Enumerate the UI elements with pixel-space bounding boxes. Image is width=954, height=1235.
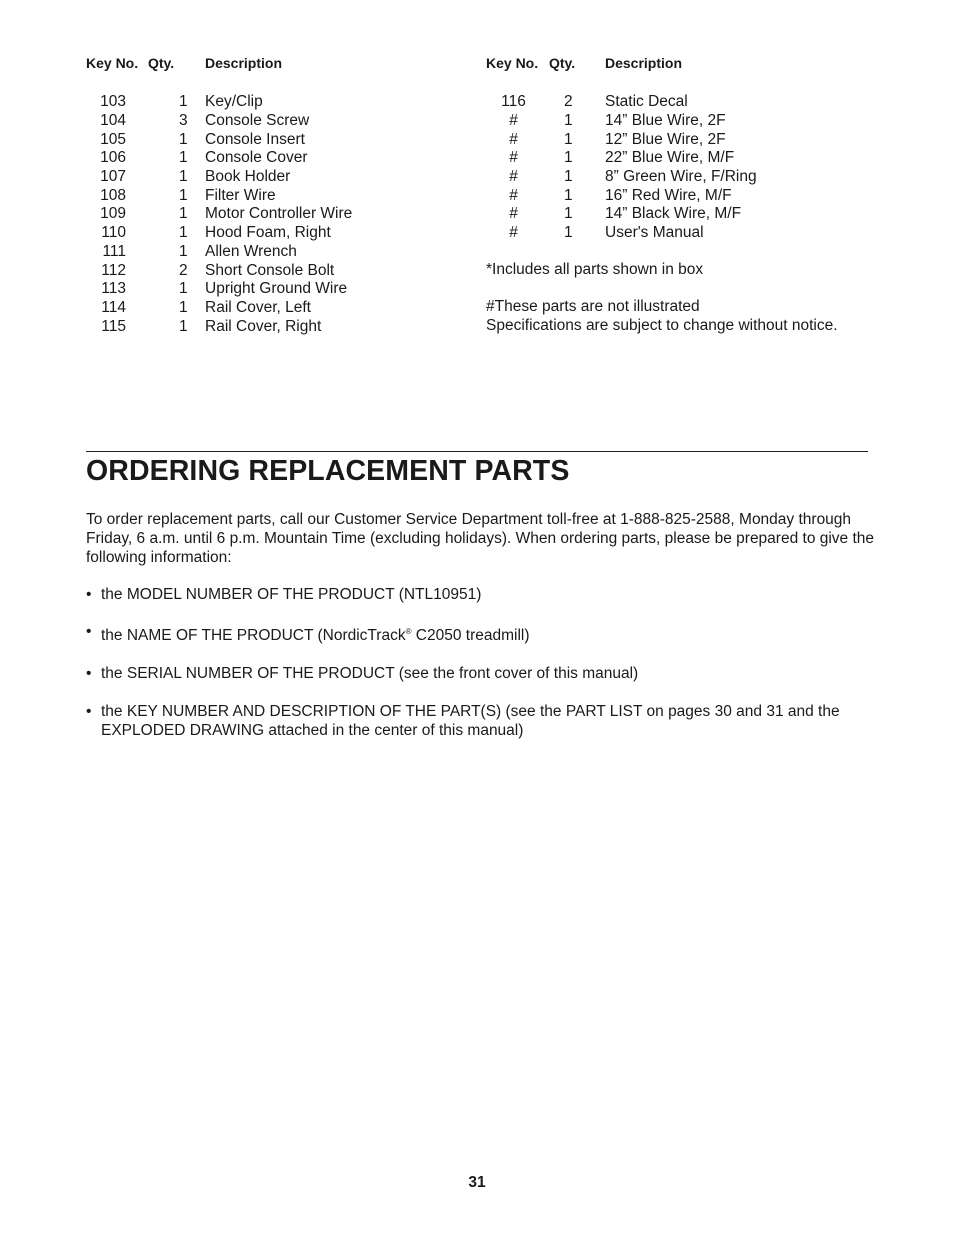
qty-cell: 1 (179, 224, 188, 242)
section-title: ORDERING REPLACEMENT PARTS (86, 455, 570, 487)
list-item-text: C2050 treadmill) (411, 627, 530, 645)
description-cell: Short Console Bolt (205, 261, 335, 279)
key-no-cell: 112 (101, 261, 126, 279)
description-cell: Book Holder (205, 168, 291, 186)
table-row (486, 205, 757, 224)
bullet-icon: • (86, 623, 92, 641)
key-no-cell: 116 (501, 93, 526, 111)
table-row (86, 168, 352, 187)
key-no-cell: 107 (100, 168, 126, 186)
description-cell: Upright Ground Wire (205, 280, 348, 298)
header-qty: Qty. (549, 55, 576, 71)
header-qty: Qty. (148, 55, 175, 71)
key-no-cell: # (509, 205, 518, 223)
header-key-no: Key No. (486, 55, 539, 71)
qty-cell: 3 (179, 112, 188, 130)
qty-cell: 1 (564, 112, 573, 130)
info-list (86, 585, 876, 740)
header-description: Description (605, 55, 683, 71)
description-cell: Console Cover (205, 149, 308, 167)
description-cell: User's Manual (605, 224, 704, 242)
table-row (486, 149, 757, 168)
registered-mark: ® (405, 627, 412, 637)
table-row (486, 186, 757, 205)
qty-cell: 1 (564, 130, 573, 148)
qty-cell: 1 (564, 224, 573, 242)
table-row (486, 224, 757, 243)
table-rows (486, 93, 757, 243)
bullet-icon: • (86, 586, 92, 603)
table-row (86, 186, 352, 205)
key-no-cell: # (509, 186, 518, 204)
table-row (486, 130, 757, 149)
intro-paragraph: To order replacement parts, call our Customer Service Department toll-free at 1-888-825-2588, Monday through Friday, 6 a.m. until 6 p.m. Mountain Time (excluding holidays). When ordering parts, please be prepared to give the following information: (86, 511, 875, 567)
table-row (486, 93, 757, 112)
key-no-cell: # (509, 112, 518, 130)
key-no-cell: 103 (100, 93, 126, 111)
key-no-cell: 111 (102, 242, 126, 260)
qty-cell: 1 (179, 93, 188, 111)
key-no-cell: # (509, 224, 518, 242)
qty-cell: 1 (564, 205, 573, 223)
key-no-cell: # (509, 168, 518, 186)
note-specifications: Specifications are subject to change without notice. (486, 317, 838, 334)
description-cell: Rail Cover, Left (205, 298, 311, 316)
qty-cell: 1 (179, 186, 188, 204)
description-cell: Filter Wire (205, 186, 276, 204)
description-cell: 16” Red Wire, M/F (605, 186, 732, 204)
note-includes: *Includes all parts shown in box (486, 261, 704, 278)
key-no-cell: 113 (101, 280, 126, 298)
description-cell: Console Screw (205, 112, 310, 130)
bullet-icon: • (86, 702, 92, 720)
qty-cell: 2 (179, 261, 188, 279)
table-row (86, 112, 352, 131)
table-row (86, 243, 352, 262)
qty-cell: 1 (564, 149, 573, 167)
description-cell: 14” Blue Wire, 2F (605, 112, 726, 130)
table-header (86, 52, 352, 74)
qty-cell: 1 (179, 317, 188, 335)
list-item-text: the KEY NUMBER AND DESCRIPTION OF THE PART(S) (see the PART LIST on pages 30 and 31 and the EXPLODED DRAWING attached in the center of this manual) (101, 702, 840, 739)
key-no-cell: 105 (100, 130, 126, 148)
qty-cell: 1 (179, 280, 188, 298)
page-number: 31 (468, 1174, 486, 1191)
table-rows (86, 93, 352, 336)
key-no-cell: 114 (101, 298, 126, 316)
table-row (86, 261, 352, 280)
list-item-name (86, 622, 876, 645)
key-no-cell: 104 (100, 112, 126, 130)
table-row (486, 112, 757, 131)
description-cell: 14” Black Wire, M/F (605, 205, 742, 223)
key-no-cell: # (509, 130, 518, 148)
qty-cell: 1 (564, 168, 573, 186)
description-cell: 22” Blue Wire, M/F (605, 149, 735, 167)
table-row (86, 224, 352, 243)
qty-cell: 1 (179, 298, 188, 316)
table-row (486, 168, 757, 187)
description-cell: Key/Clip (205, 93, 263, 111)
description-cell: 8” Green Wire, F/Ring (605, 168, 757, 186)
description-cell: Rail Cover, Right (205, 317, 322, 335)
key-no-cell: 115 (101, 317, 126, 335)
key-no-cell: 106 (100, 149, 126, 167)
key-no-cell: 109 (100, 205, 126, 223)
table-row (86, 299, 352, 318)
description-cell: 12” Blue Wire, 2F (605, 130, 726, 148)
list-item-text: the SERIAL NUMBER OF THE PRODUCT (see the front cover of this manual) (101, 665, 639, 683)
table-row (86, 317, 352, 336)
table-row (86, 205, 352, 224)
key-no-cell: 110 (101, 224, 126, 242)
qty-cell: 1 (179, 130, 188, 148)
qty-cell: 1 (564, 186, 573, 204)
table-row (86, 280, 352, 299)
note-not-illustrated: #These parts are not illustrated (486, 298, 700, 315)
list-item-key (86, 702, 876, 740)
bullet-icon: • (86, 665, 92, 683)
list-item-text: the NAME OF THE PRODUCT (NordicTrack (101, 627, 406, 645)
list-item-serial (86, 664, 876, 683)
table-row (86, 130, 352, 149)
parts-table-left (86, 52, 352, 336)
description-cell: Allen Wrench (205, 242, 297, 260)
key-no-cell: # (509, 149, 518, 167)
list-item-text: the MODEL NUMBER OF THE PRODUCT (NTL10951) (101, 586, 482, 603)
table-row (86, 149, 352, 168)
qty-cell: 1 (179, 205, 188, 223)
list-item-model (86, 585, 876, 604)
qty-cell: 1 (179, 149, 188, 167)
qty-cell: 1 (179, 168, 188, 186)
parts-table-right (486, 52, 757, 243)
description-cell: Hood Foam, Right (205, 224, 331, 242)
description-cell: Motor Controller Wire (205, 205, 353, 223)
qty-cell: 1 (179, 242, 188, 260)
table-row (86, 93, 352, 112)
description-cell: Static Decal (605, 93, 688, 111)
header-description: Description (205, 55, 283, 71)
qty-cell: 2 (564, 93, 573, 111)
key-no-cell: 108 (100, 186, 126, 204)
description-cell: Console Insert (205, 130, 305, 148)
section-divider (86, 451, 868, 452)
table-header (486, 52, 757, 74)
header-key-no: Key No. (86, 55, 139, 71)
